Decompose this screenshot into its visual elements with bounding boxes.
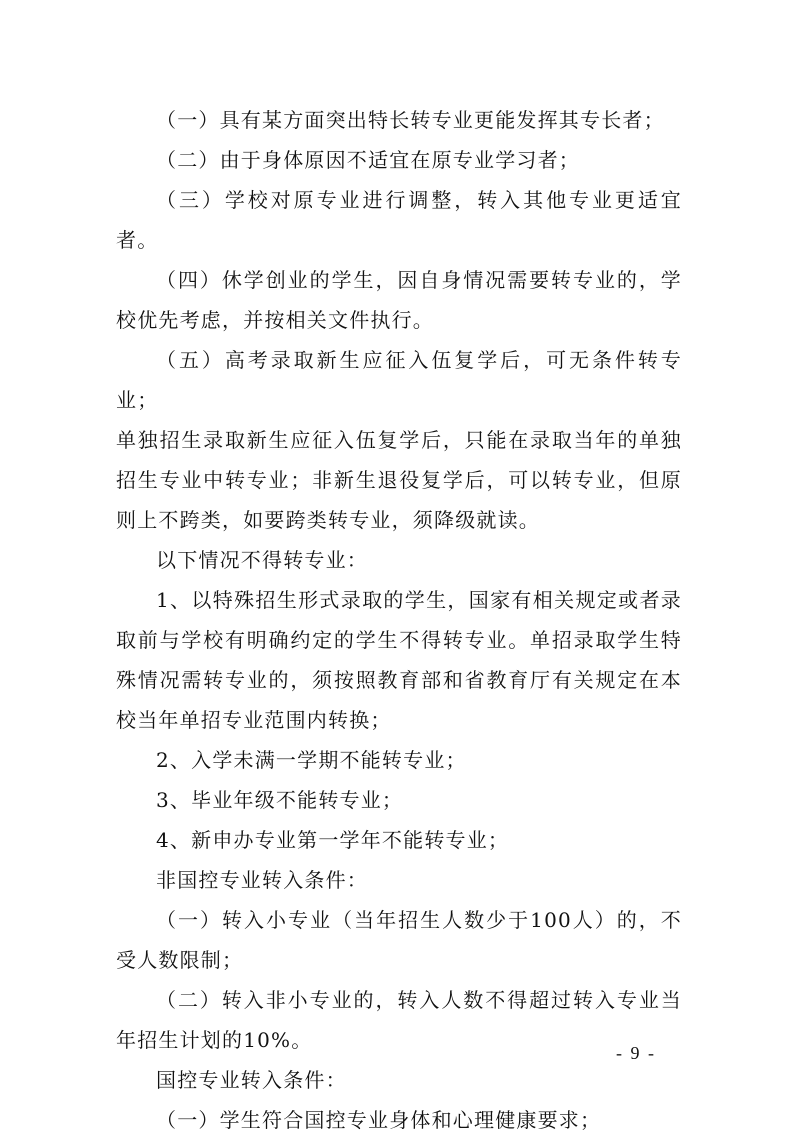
body-text [116,100,682,1140]
paragraph: （一）转入小专业（当年招生人数少于100人）的，不受人数限制； [116,908,682,972]
page-number: - 9 - [616,1043,656,1063]
paragraph: 4、新申办专业第一学年不能转专业； [156,828,510,852]
paragraph: 3、毕业年级不能转专业； [156,788,404,812]
paragraph: （四）休学创业的学生，因自身情况需要转专业的，学校优先考虑，并按相关文件执行。 [116,268,682,332]
paragraph: 以下情况不得转专业： [156,548,368,572]
paragraph: （一）学生符合国控专业身体和心理健康要求； [156,1108,602,1132]
paragraph: （二）转入非小专业的，转入人数不得超过转入专业当年招生计划的10%。 [116,988,682,1052]
paragraph: （五）高考录取新生应征入伍复学后，可无条件转专业； [116,348,682,412]
paragraph: 非国控专业转入条件： [156,868,368,892]
paragraph: 单独招生录取新生应征入伍复学后，只能在录取当年的单独招生专业中转专业；非新生退役复学后，可以转专业，但原则上不跨类，如要跨类转专业，须降级就读。 [116,428,682,532]
paragraph: 国控专业转入条件： [156,1068,347,1092]
paragraph: （二）由于身体原因不适宜在原专业学习者； [156,148,580,172]
paragraph: （三）学校对原专业进行调整，转入其他专业更适宜者。 [116,188,682,252]
paragraph: 2、入学未满一学期不能转专业； [156,748,467,772]
paragraph: 1、以特殊招生形式录取的学生，国家有相关规定或者录取前与学校有明确约定的学生不得转专业。单招录取学生特殊情况需转专业的，须按照教育部和省教育厅有关规定在本校当年单招专业范围内转换； [116,588,682,732]
paragraph: （一）具有某方面突出特长转专业更能发挥其专长者； [156,108,665,132]
